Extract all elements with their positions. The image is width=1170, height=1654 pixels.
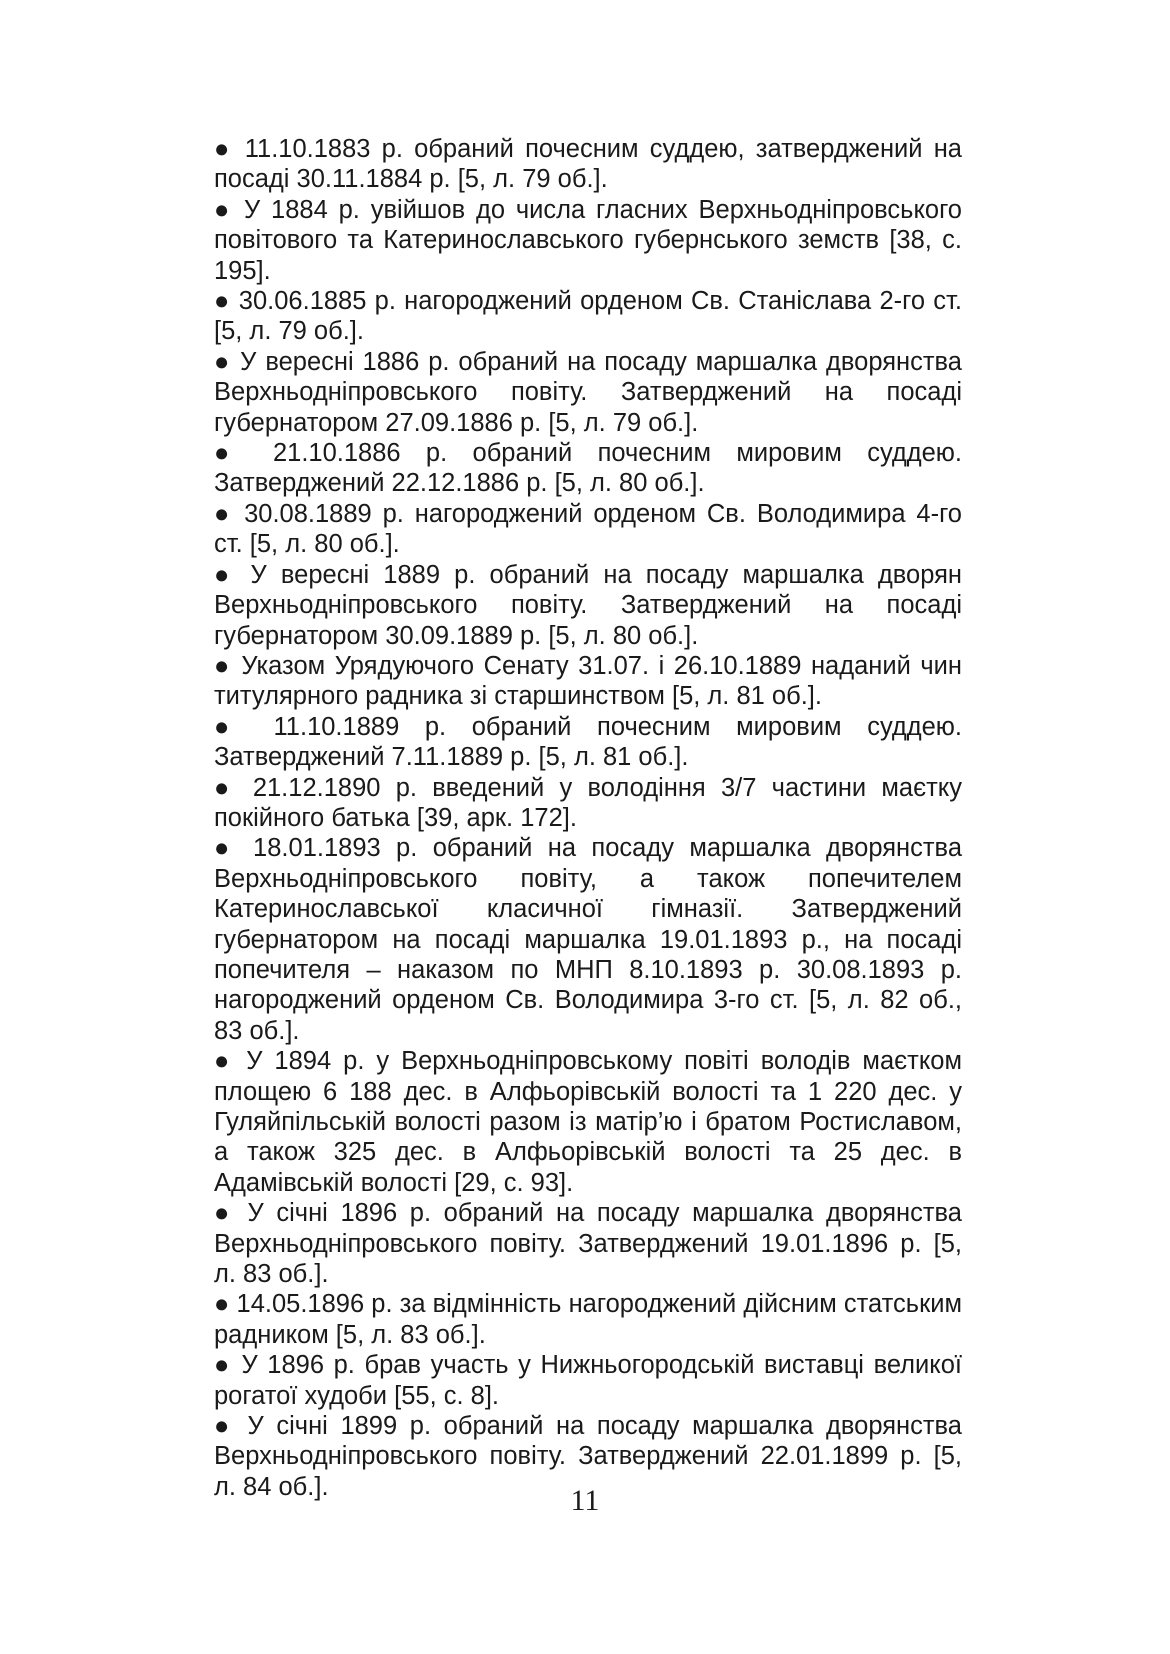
list-item: ● У вересні 1889 р. обраний на посаду маршалка дворян Верхньодніпровського повіту. Затверджений на посаді губернатором 30.09.1889 р. [5, л. 80 об.].: [214, 560, 962, 650]
list-item: ● У 1896 р. брав участь у Нижньогородській виставці великої рогатої худоби [55, с. 8].: [214, 1351, 962, 1410]
list-item: ● У січні 1896 р. обраний на посаду маршалка дворянства Верхньодніпровського повіту. Затверджений 19.01.1896 р. [5, л. 83 об.].: [214, 1199, 962, 1289]
list-item: ● Указом Урядуючого Сенату 31.07. і 26.10.1889 наданий чин титулярного радника зі старшинством [5, л. 81 об.].: [214, 651, 962, 711]
list-item: ● 11.10.1883 р. обраний почесним суддею, затверджений на посаді 30.11.1884 р. [5, л. 79 об.].: [214, 135, 962, 194]
list-item: ● 30.06.1885 р. нагороджений орденом Св. Станіслава 2-го ст. [5, л. 79 об.].: [214, 287, 962, 346]
list-item: ● 14.05.1896 р. за відмінність нагороджений дійсним статським радником [5, л. 83 об.].: [214, 1290, 962, 1349]
list-item: ● У 1884 р. увійшов до числа гласних Верхньодніпровського повітового та Катеринославського губернського земств [38, с. 195].: [214, 195, 962, 285]
list-item: ● 30.08.1889 р. нагороджений орденом Св. Володимира 4-го ст. [5, л. 80 об.].: [214, 499, 962, 559]
list-item: ● У січні 1899 р. обраний на посаду маршалка дворянства Верхньодніпровського повіту. Затверджений 22.01.1899 р. [5, л. 84 об.].: [214, 1412, 962, 1501]
list-item: ● 21.10.1886 р. обраний почесним мировим суддею. Затверджений 22.12.1886 р. [5, л. 80 об.].: [214, 439, 962, 498]
text-column: [214, 134, 962, 1502]
list-item: ● 21.12.1890 р. введений у володіння 3/7 частини маєтку покійного батька [39, арк. 172].: [214, 773, 962, 832]
page-number: 11: [570, 1484, 600, 1517]
list-item: ● У 1894 р. у Верхньодніпровському повіті володів маєтком площею 6 188 дес. в Алфьорівській волості та 1 220 дес. у Гуляйпільській волості разом із матір’ю і братом Ростиславом, а також 325 дес. в Алфьорівській волості та 25 дес. в Адамівській волості [29, с. 93].: [214, 1047, 962, 1197]
list-item: ● У вересні 1886 р. обраний на посаду маршалка дворянства Верхньодніпровського повіту. Затверджений на посаді губернатором 27.09.1886 р. [5, л. 79 об.].: [214, 347, 962, 437]
list-item: ● 18.01.1893 р. обраний на посаду маршалка дворянства Верхньодніпровського повіту, а також попечителем Катеринославської класичної гімназії. Затверджений губернатором на посаді маршалка 19.01.1893 р., на посаді попечителя – наказом по МНП 8.10.1893 р. 30.08.1893 р. нагороджений орденом Св. Володимира 3-го ст. [5, л. 82 об., 83 об.].: [214, 834, 962, 1045]
list-item: ● 11.10.1889 р. обраний почесним мировим суддею. Затверджений 7.11.1889 р. [5, л. 81 об.].: [214, 712, 962, 772]
